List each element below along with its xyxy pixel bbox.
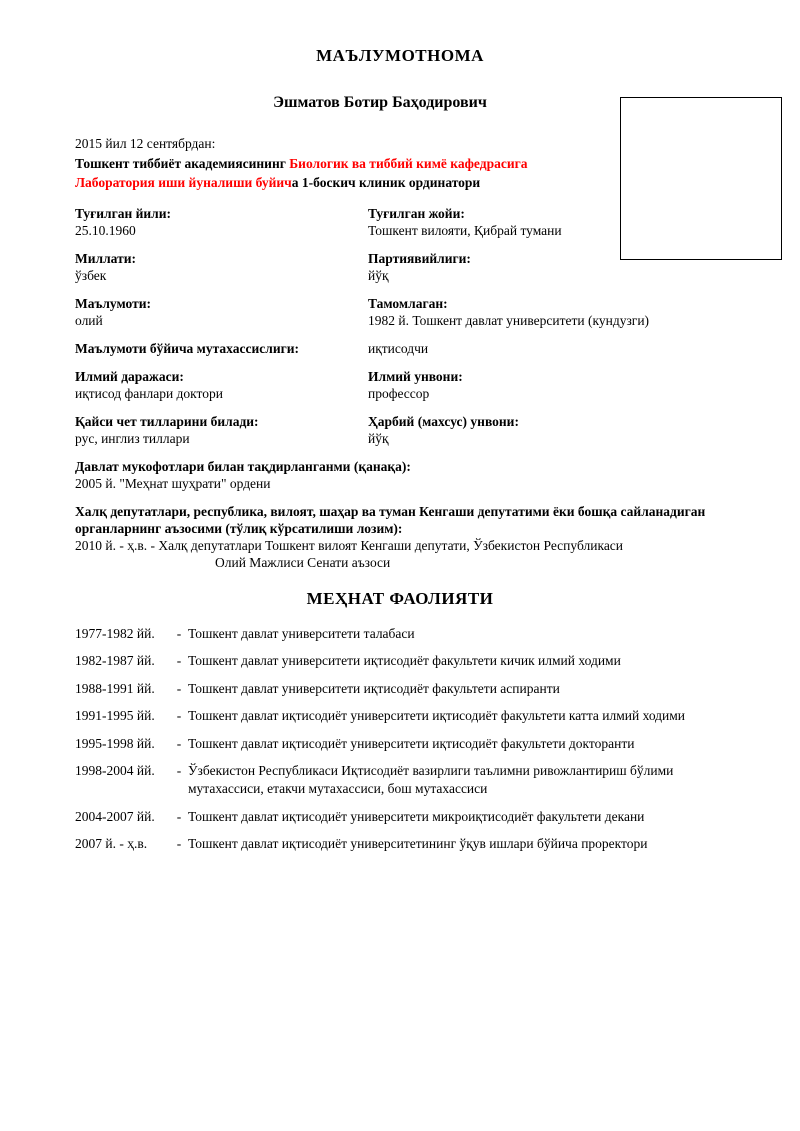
work-history-list — [75, 625, 725, 853]
person-name: Эшматов Ботир Баҳодирович — [273, 94, 487, 111]
work-entry-text: Тошкент давлат университети талабаси — [188, 625, 415, 641]
field-row-specialty — [75, 340, 725, 357]
deputy-label: Халқ депутатлари, республика, вилоят, шаҳар ва туман Кенгаши депутатими ёки бошқа сайланадиган органларнинг аъзосими (тўлиқ кўрсатилиши лозим): — [75, 503, 706, 536]
work-entry-text: Тошкент давлат иқтисодиёт университети иқтисодиёт факультети катта илмий ходими — [188, 708, 686, 724]
work-entry-period: 1995-1998 йй. — [75, 735, 155, 751]
position-line-3 — [75, 173, 615, 193]
work-entry-separator: - — [176, 680, 182, 696]
position-line2-black: Тошкент тиббиёт академиясининг — [75, 155, 290, 171]
work-entry-text: Тошкент давлат иқтисодиёт университети микроиқтисодиёт факультети декани — [188, 808, 645, 824]
awards-label: Давлат мукофотлари билан тақдирланганми (қанақа): — [75, 458, 411, 474]
position-line2-red: Биологик ва тиббий кимё кафедрасига — [289, 155, 528, 171]
work-entry-separator: - — [176, 836, 182, 852]
work-entry-separator: - — [176, 653, 182, 669]
work-entry-period: 1998-2004 йй. — [75, 763, 155, 779]
work-entry — [75, 707, 725, 725]
awards-value: 2005 й. "Меҳнат шуҳрати" ордени — [75, 475, 271, 491]
photo-placeholder — [620, 97, 782, 260]
field-value-education: олий — [75, 312, 103, 328]
field-row-languages — [75, 413, 725, 447]
work-entry-separator: - — [176, 735, 182, 751]
field-row-education — [75, 295, 725, 329]
work-entry-period: 1988-1991 йй. — [75, 680, 155, 696]
work-section-title: МЕҲНАТ ФАОЛИЯТИ — [306, 588, 494, 608]
field-label-nationality: Миллати: — [75, 250, 136, 266]
field-label-education: Маълумоти: — [75, 295, 152, 311]
current-position-block — [75, 134, 615, 193]
field-value-specialty: иқтисодчи — [368, 340, 429, 356]
field-value-title: профессор — [368, 385, 430, 401]
work-entry-text: Ўзбекистон Республикаси Иқтисодиёт вазирлиги таълимни ривожлантириш бўлими мутахассиси, етакчи мутахассиси, бош мутахассиси — [188, 763, 674, 796]
position-line3-black: а 1-боскич клиник ординатори — [291, 175, 481, 191]
work-entry — [75, 835, 725, 853]
field-label-degree: Илмий даражаси: — [75, 368, 184, 384]
field-value-degree: иқтисод фанлари доктори — [75, 385, 223, 401]
field-value-birth-year: 25.10.1960 — [75, 222, 136, 238]
work-entry-period: 1977-1982 йй. — [75, 625, 155, 641]
field-label-specialty: Маълумоти бўйича мутахассислиги: — [75, 340, 300, 356]
work-entry — [75, 762, 725, 797]
field-label-party: Партиявийлиги: — [368, 250, 471, 266]
work-entry — [75, 735, 725, 753]
field-value-languages: рус, инглиз тиллари — [75, 430, 190, 446]
position-line-2 — [75, 154, 615, 174]
position-date-line — [75, 134, 615, 154]
work-entry-text: Тошкент давлат университети иқтисодиёт факультети кичик илмий ходими — [188, 653, 621, 669]
work-entry — [75, 808, 725, 826]
work-entry-separator: - — [176, 625, 182, 641]
field-label-title: Илмий унвони: — [368, 368, 463, 384]
field-label-languages: Қайси чет тилларини билади: — [75, 413, 259, 429]
deputy-value-line1: 2010 й. - ҳ.в. - Халқ депутатлари Тошкент вилоят Кенгаши депутати, Ўзбекистон Республикаси — [75, 537, 624, 553]
work-entry-period: 1991-1995 йй. — [75, 708, 155, 724]
doc-title: МАЪЛУМОТНОМА — [316, 46, 484, 65]
work-entry-text: Тошкент давлат иқтисодиёт университетининг ўқув ишлари бўйича проректори — [188, 836, 648, 852]
work-entry-separator: - — [176, 708, 182, 724]
field-label-birth-place: Туғилган жойи: — [368, 205, 465, 221]
deputy-value-line2: Олий Мажлиси Сенати аъзоси — [215, 554, 391, 570]
field-value-nationality: ўзбек — [75, 267, 107, 283]
work-entry-period: 2007 й. - ҳ.в. — [75, 836, 148, 852]
position-line3-red: Лаборатория иши йуналиши буйич — [75, 175, 292, 191]
work-entry-text: Тошкент давлат иқтисодиёт университети иқтисодиёт факультети докторанти — [188, 735, 635, 751]
work-entry — [75, 625, 725, 643]
field-value-party: йўқ — [368, 267, 389, 283]
work-entry-separator: - — [176, 808, 182, 824]
position-date-text: 2015 йил 12 сентябрдан: — [75, 136, 216, 151]
field-value-military-rank: йўқ — [368, 430, 389, 446]
work-entry-separator: - — [176, 763, 182, 779]
work-entry — [75, 680, 725, 698]
field-label-graduated: Тамомлаган: — [368, 295, 448, 311]
work-entry-period: 1982-1987 йй. — [75, 653, 155, 669]
field-value-graduated: 1982 й. Тошкент давлат университети (кундузги) — [368, 312, 650, 328]
work-entry-text: Тошкент давлат университети иқтисодиёт факультети аспиранти — [188, 680, 560, 696]
field-row-degree — [75, 368, 725, 402]
awards-block — [75, 458, 725, 492]
work-entry — [75, 652, 725, 670]
field-value-birth-place: Тошкент вилояти, Қибрай тумани — [368, 222, 562, 238]
field-label-military-rank: Ҳарбий (махсус) унвони: — [368, 413, 519, 429]
field-label-birth-year: Туғилган йили: — [75, 205, 172, 221]
deputy-block — [75, 503, 725, 571]
work-entry-period: 2004-2007 йй. — [75, 808, 155, 824]
